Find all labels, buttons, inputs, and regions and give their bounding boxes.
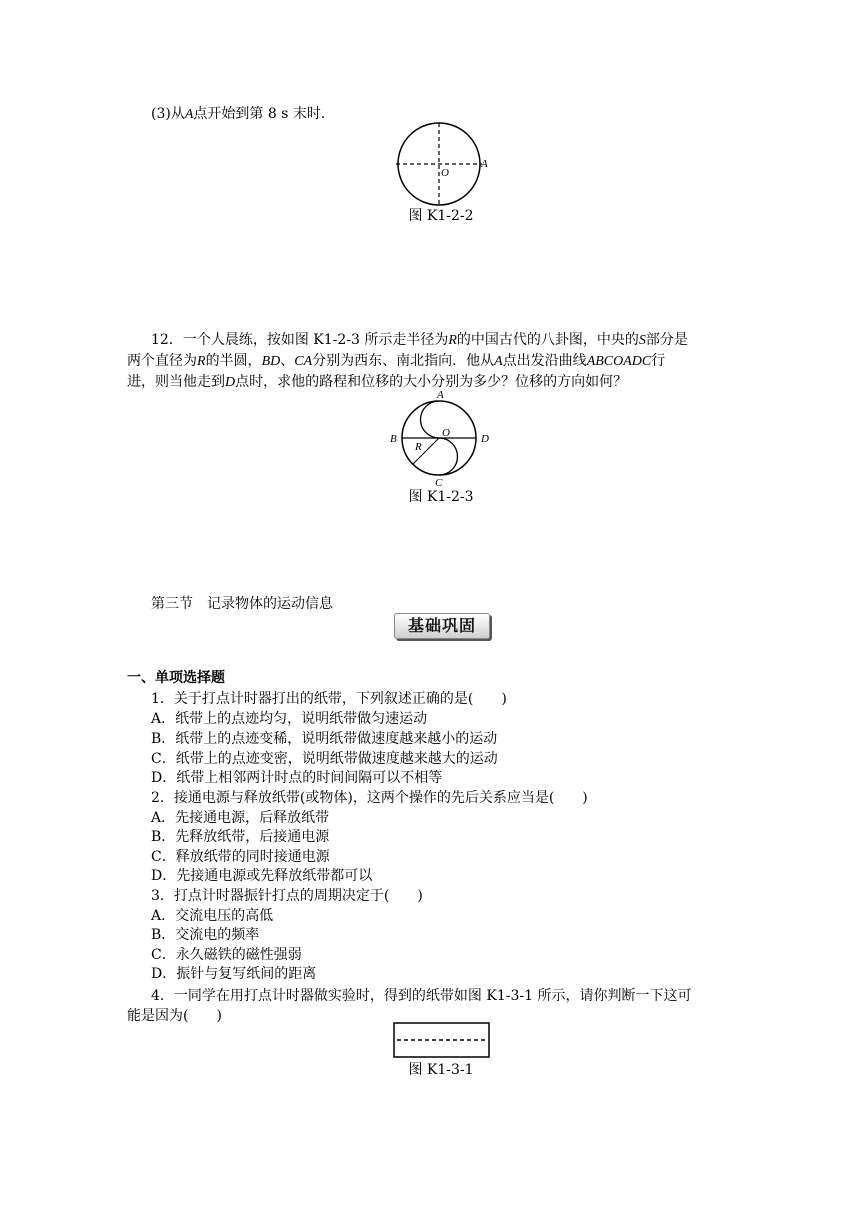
q3-option-a: A．交流电压的高低 bbox=[151, 908, 274, 924]
q1-option-c: C．纸带上的点迹变密，说明纸带做速度越来越大的运动 bbox=[151, 751, 498, 767]
q3-option-c: C．永久磁铁的磁性强弱 bbox=[151, 947, 302, 963]
caption-k1-3-1: 图 K1-3-1 bbox=[408, 1062, 474, 1078]
label-a: A bbox=[437, 389, 444, 401]
q1-option-b: B．纸带上的点迹变稀，说明纸带做速度越来越小的运动 bbox=[151, 731, 498, 747]
section-title: 第三节 记录物体的运动信息 bbox=[151, 596, 333, 612]
label-r: R bbox=[415, 441, 422, 453]
label-c: C bbox=[435, 477, 443, 489]
figure-k1-2-3 bbox=[385, 386, 497, 490]
q12-line1: 12．一个人晨练，按如图 K1-2-3 所示走半径为R的中国古代的八卦图，中央的S部分是 bbox=[151, 332, 688, 348]
label-a: A bbox=[481, 158, 488, 170]
section-banner: 基础巩固 bbox=[394, 613, 490, 639]
figure-k1-2-2 bbox=[390, 120, 492, 210]
q2-option-c: C．释放纸带的同时接通电源 bbox=[151, 849, 330, 865]
q3-option-b: B．交流电的频率 bbox=[151, 927, 260, 943]
part-heading: 一、单项选择题 bbox=[127, 670, 225, 686]
q11-part3: (3)从A点开始到第 8 s 末时． bbox=[151, 106, 335, 122]
caption-k1-2-3: 图 K1-2-3 bbox=[408, 489, 474, 505]
label-d: D bbox=[481, 433, 489, 445]
label-o: O bbox=[442, 427, 450, 439]
caption-k1-2-2: 图 K1-2-2 bbox=[408, 208, 474, 224]
q12-line2: 两个直径为R的半圆，BD、CA分别为西东、南北指向．他从A点出发沿曲线ABCOADC行 bbox=[127, 353, 666, 369]
q1-option-a: A．纸带上的点迹均匀，说明纸带做匀速运动 bbox=[151, 711, 428, 727]
q3-option-d: D．振针与复写纸间的距离 bbox=[151, 966, 317, 982]
label-o: O bbox=[441, 167, 449, 179]
q12-line3: 进，则当他走到D点时，求他的路程和位移的大小分别为多少？位移的方向如何？ bbox=[127, 374, 628, 390]
q1-option-d: D．纸带上相邻两计时点的时间间隔可以不相等 bbox=[151, 770, 443, 786]
q2-stem: 2．接通电源与释放纸带(或物体)，这两个操作的先后关系应当是( ) bbox=[151, 790, 588, 806]
q1-stem: 1．关于打点计时器打出的纸带，下列叙述正确的是( ) bbox=[151, 691, 507, 707]
q4-line2: 能是因为( ) bbox=[127, 1008, 222, 1024]
q4-line1: 4．一同学在用打点计时器做实验时，得到的纸带如图 K1-3-1 所示，请你判断一下这可 bbox=[151, 988, 692, 1004]
q2-option-a: A．先接通电源，后释放纸带 bbox=[151, 810, 330, 826]
label-b: B bbox=[390, 433, 397, 445]
figure-k1-3-1 bbox=[393, 1022, 491, 1060]
q2-option-d: D．先接通电源或先释放纸带都可以 bbox=[151, 868, 373, 884]
q3-stem: 3．打点计时器振针打点的周期决定于( ) bbox=[151, 888, 423, 904]
q2-option-b: B．先释放纸带，后接通电源 bbox=[151, 829, 330, 845]
